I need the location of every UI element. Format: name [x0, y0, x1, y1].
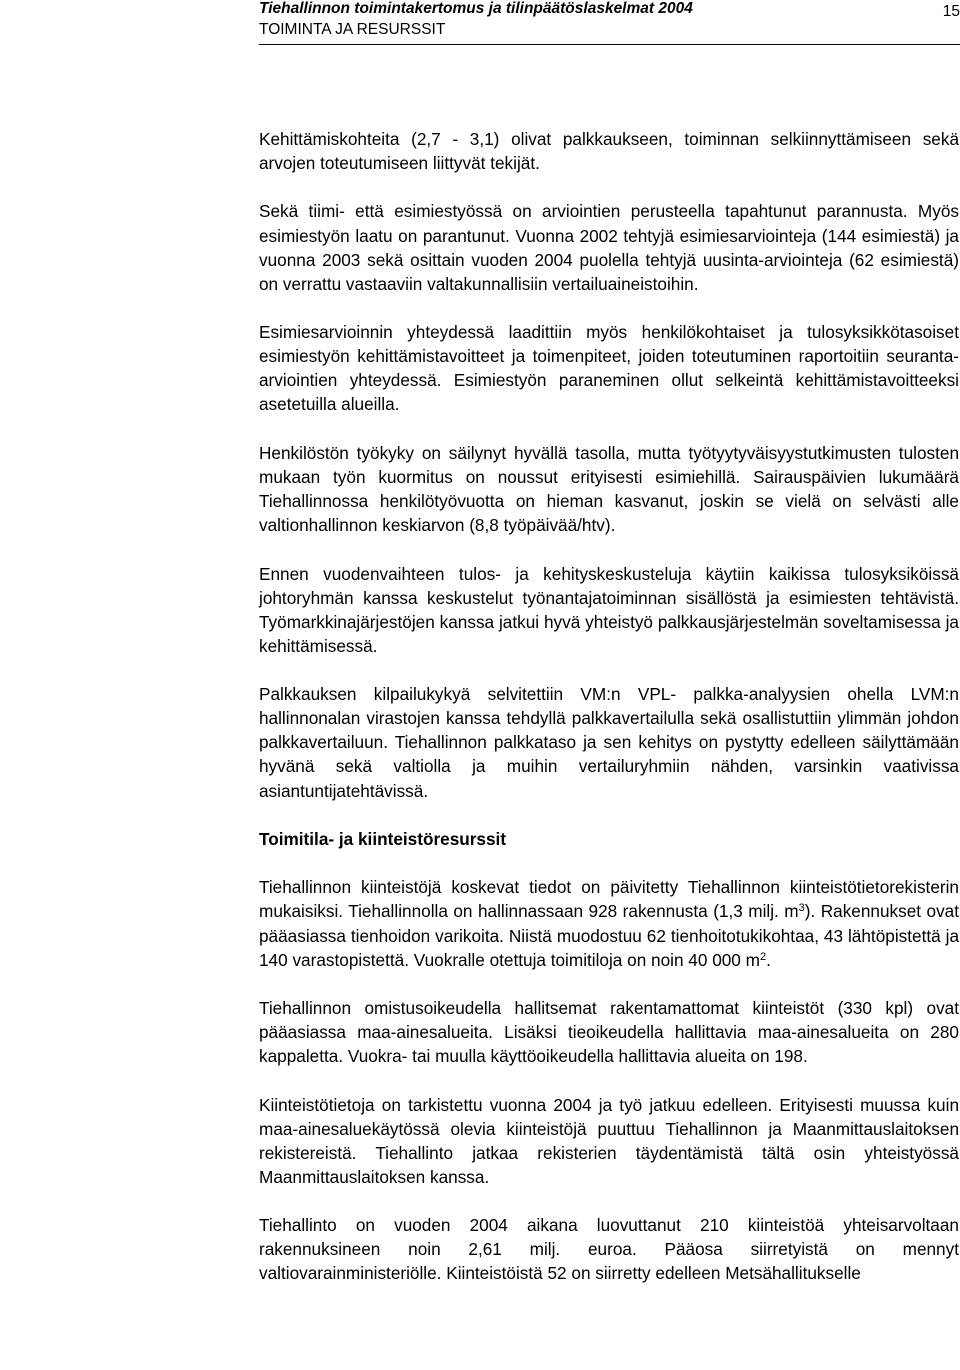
paragraph-manager-evaluations: Sekä tiimi- että esimiestyössä on arviointien perusteella tapahtunut parannusta. Myös esimiestyön laatu on parantunut. Vuonna 2002 tehtyjä esimiesarviointeja (144 esimiestä) ja vuonna 2003 sekä osittain vuoden 2004 puolella tehtyjä uusinta-arviointeja (62 esimiestä) on verrattu vastaaviin valtakunnallisiin vertailuaineistoihin.	[259, 201, 959, 294]
paragraph-real-estate-info	[259, 875, 959, 971]
paragraph-development-goals: Esimiesarvioinnin yhteydessä laadittiin myös henkilökohtaiset ja tulosyksikkötasoiset esimiestyön kehittämistavoitteet ja toimenpiteet, joiden toteutuminen raportoitiin seuranta-arviointien yhteydessä. Esimiestyön paraneminen ollut selkeintä kehittämistavoitteeksi asetetuilla alueilla.	[259, 322, 959, 415]
paragraph-property-records: Kiinteistötietoja on tarkistettu vuonna 2004 ja työ jatkuu edelleen. Erityisesti muussa kuin maa-ainesaluekäytössä olevia kiinteistöjä puuttuu Tiehallinnon ja Maanmittauslaitoksen rekistereistä. Tiehallinto jatkaa rekisterien täydentämistä tältä osin yhteistyössä Maanmittauslaitoksen kanssa.	[259, 1094, 959, 1187]
paragraph-work-ability: Henkilöstön työkyky on säilynyt hyvällä tasolla, mutta työtyytyväisyystutkimusten tulosten mukaan työn kuormitus on noussut erityisesti esimiehillä. Sairauspäivien lukumäärä Tiehallinnossa henkilötyövuotta on hieman kasvanut, joskin se vielä on selvästi alle valtionhallinnon keskiarvon (8,8 työpäivää/htv).	[259, 442, 959, 536]
superscript-2: 2	[759, 950, 767, 963]
real-estate-text-3: .	[766, 949, 771, 970]
superscript-3: 3	[798, 902, 805, 915]
section-title: TOIMINTA JA RESURSSIT	[259, 21, 446, 38]
page-number: 15	[942, 3, 960, 20]
paragraph-unbuilt-properties: Tiehallinnon omistusoikeudella hallitsemat rakentamattomat kiinteistöt (330 kpl) ovat pääasiassa maa-ainesalueita. Lisäksi tieoikeudella hallittavia maa-ainesalueita on 280 kappaletta. Vuokra- tai muulla käyttöoikeudella hallittavia alueita on 198.	[259, 998, 959, 1067]
paragraph-property-transfers: Tiehallinto on vuoden 2004 aikana luovuttanut 210 kiinteistöä yhteisarvoltaan rakennuksineen noin 2,61 milj. euroa. Pääosa siirretyistä on mennyt valtiovarainministeriölle. Kiinteistöistä 52 on siirretty edelleen Metsähallitukselle	[259, 1215, 959, 1284]
document-body	[259, 127, 959, 1310]
page-header	[259, 0, 960, 45]
section-heading: Toimitila- ja kiinteistöresurssit	[259, 828, 507, 849]
paragraph-development-targets: Kehittämiskohteita (2,7 - 3,1) olivat palkkaukseen, toiminnan selkiinnyttämiseen sekä arvojen toteutumiseen liittyvät tekijät.	[259, 129, 959, 174]
document-title: Tiehallinnon toimintakertomus ja tilinpäätöslaskelmat 2004	[259, 0, 693, 17]
paragraph-pay-competitiveness: Palkkauksen kilpailukykyä selvitettiin VM:n VPL- palkka-analyysien ohella LVM:n hallinnonalan virastojen kanssa tehdyllä palkkavertailulla sekä osallistuttiin ylimmän johdon palkkavertailuun. Tiehallinnon palkkataso ja sen kehitys on pystytty edelleen säilyttämään hyvänä sekä valtiolla ja muihin vertailuryhmiin nähden, varsinkin vaativissa asiantuntijatehtävissä.	[259, 684, 959, 801]
real-estate-text-1: Tiehallinnon kiinteistöjä koskevat tiedot on päivitetty Tiehallinnon kiinteistötietorekisterin mukaisiksi. Tiehallinnolla on hallinnassaan 928 rakennusta (1,3 milj. m	[259, 877, 959, 922]
real-estate-text-2: ). Rakennukset ovat pääasiassa tienhoidon varikoita. Niistä muodostuu 62 tienhoitotukikohtaa, 43 lähtöpistettä ja 140 varastopistettä. Vuokralle otettuja toimitiloja on noin 40 000 m	[259, 901, 960, 970]
paragraph-performance-discussions: Ennen vuodenvaihteen tulos- ja kehityskeskusteluja käytiin kaikissa tulosyksiköissä johtoryhmän kanssa keskustelut työnantajatoiminnan sisällöstä ja esimiesten tehtävistä. Työmarkkinajärjestöjen kanssa jatkui hyvä yhteistyö palkkausjärjestelmän soveltamisessa ja kehittämisessä.	[259, 563, 959, 656]
